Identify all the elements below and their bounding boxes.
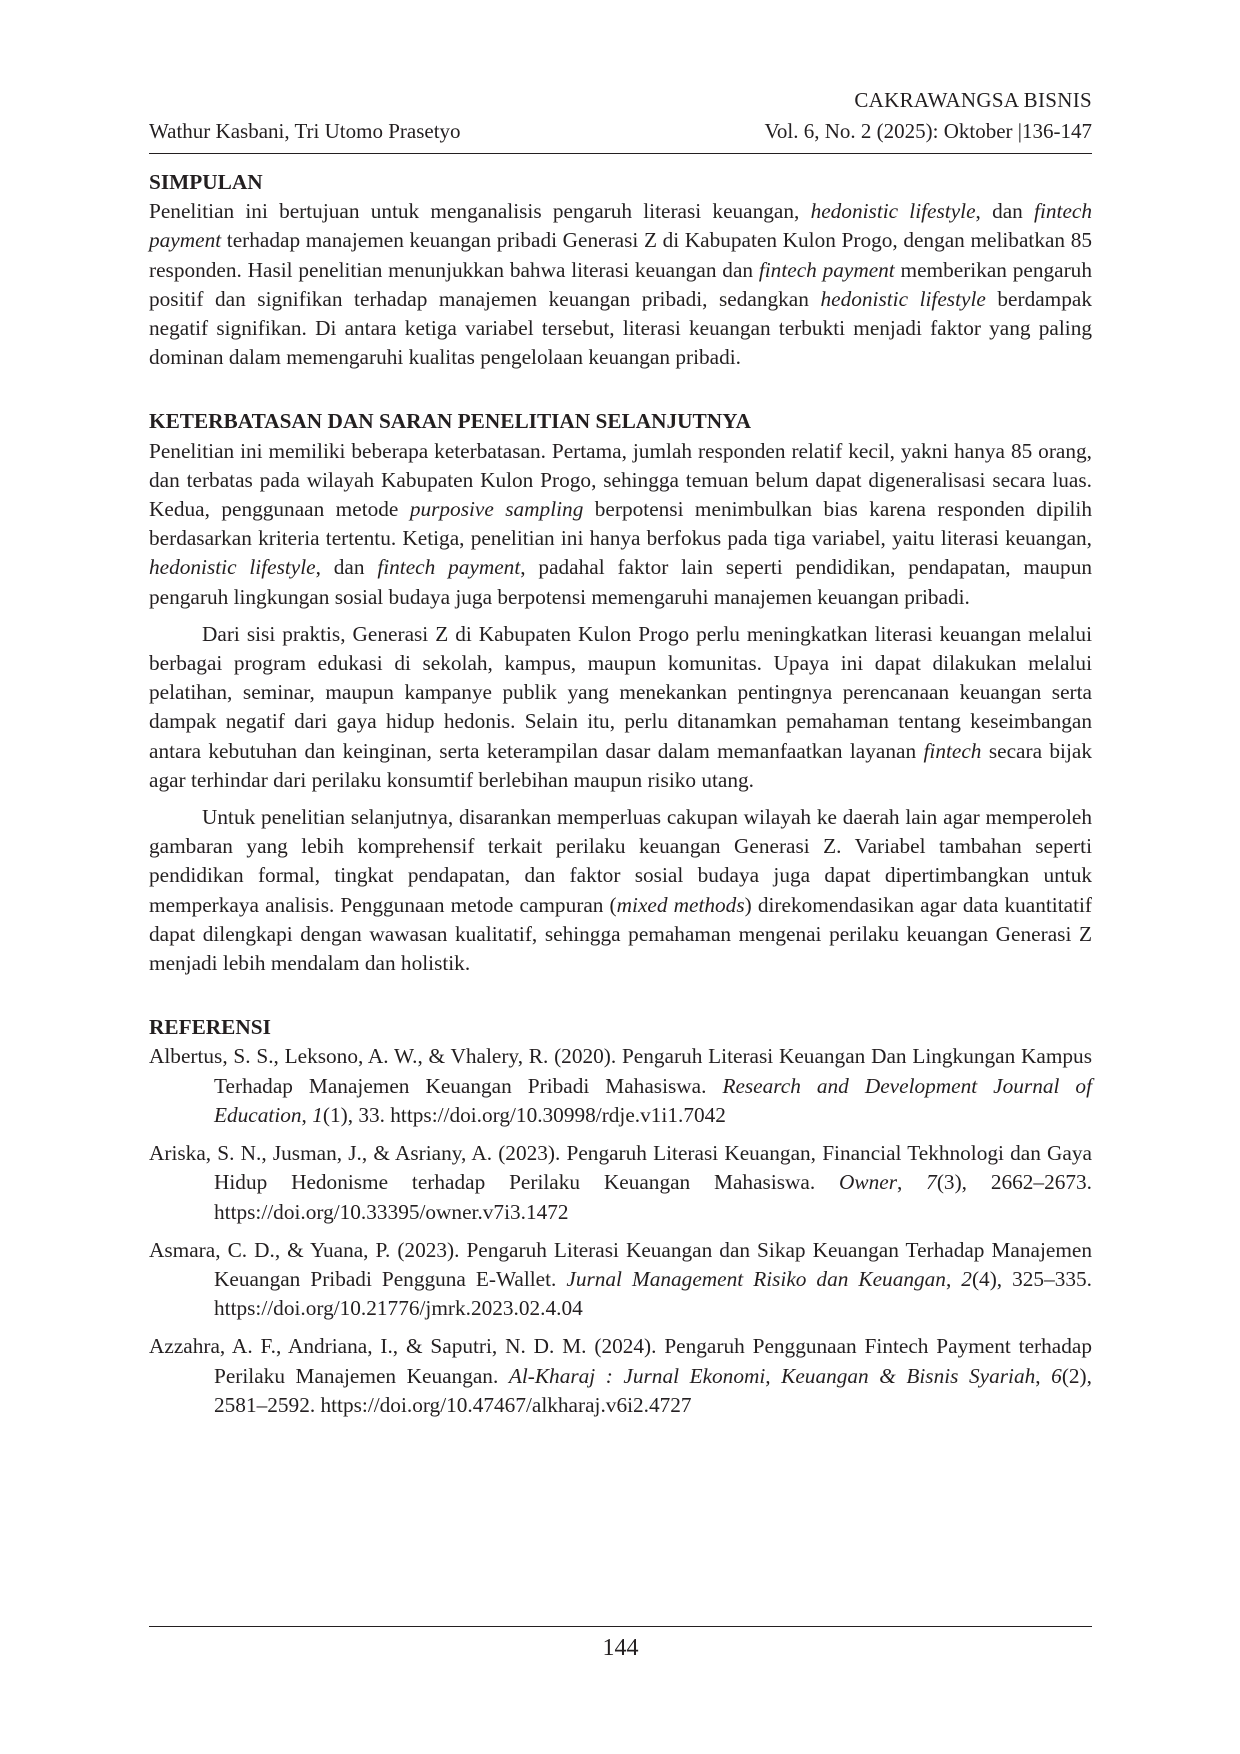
text-run: berdampak negatif signifikan. Di antara ketiga variabel tersebut, literasi keuangan terbukti menjadi faktor yang paling dominan dalam memengaruhi kualitas pengelolaan keuangan pribadi. (149, 286, 1093, 370)
ref-volume: 7 (926, 1170, 937, 1195)
italic-term: hedonistic lifestyle (149, 555, 316, 580)
italic-term: fintech payment (758, 257, 895, 282)
text-run: , dan (315, 555, 378, 580)
page-body (149, 168, 1092, 1429)
ref-text: (3), 2662–2673. https://doi.org/10.33395/owner.v7i3.1472 (214, 1170, 1092, 1224)
ref-text: Ariska, S. N., Jusman, J., & Asriany, A. (2023). Pengaruh Literasi Keuangan, Financial Tekhnologi dan Gaya Hidup Hedonisme terhadap Perilaku Keuangan Mahasiswa. (149, 1141, 1092, 1195)
ref-journal: Research and Development Journal of Education (214, 1073, 1092, 1127)
ref-sep: , (945, 1266, 962, 1291)
text-run: Penelitian ini memiliki beberapa keterbatasan. Pertama, jumlah responden relatif kecil, yakni hanya 85 orang, dan terbatas pada wilayah Kabupaten Kulon Progo, sehingga temuan belum dapat digeneralisasi secara luas. Kedua, penggunaan metode (149, 438, 1092, 522)
text-run: , padahal faktor lain seperti pendidikan, pendapatan, maupun pengaruh lingkungan sosial budaya juga berpotensi memengaruhi manajemen keuangan pribadi. (149, 555, 1092, 609)
italic-term: fintech payment (149, 199, 1092, 253)
reference-entry (149, 1139, 1092, 1227)
paragraph-keterbatasan-3 (149, 803, 1092, 978)
paragraph-simpulan (149, 197, 1092, 372)
header-rule (149, 153, 1092, 154)
ref-text: (4), 325–335. https://doi.org/10.21776/jmrk.2023.02.4.04 (214, 1266, 1092, 1321)
italic-term: fintech payment (377, 555, 521, 580)
ref-journal: Al-Kharaj : Jurnal Ekonomi, Keuangan & Bisnis Syariah (508, 1363, 1036, 1388)
volume-info: Vol. 6, No. 2 (2025): Oktober |136-147 (764, 119, 1092, 143)
section-heading-keterbatasan: KETERBATASAN DAN SARAN PENELITIAN SELANJUTNYA (149, 409, 751, 434)
ref-volume: 6 (1051, 1363, 1062, 1388)
text-run: memberikan pengaruh positif dan signifikan terhadap manajemen keuangan pribadi, sedangkan (149, 257, 1092, 311)
text-run: Dari sisi praktis, Generasi Z di Kabupaten Kulon Progo perlu meningkatkan literasi keuangan melalui berbagai program edukasi di sekolah, kampus, maupun komunitas. Upaya ini dapat dilakukan melalui pelatihan, seminar, maupun kampanye publik yang menekankan pentingnya perencanaan keuangan serta dampak negatif dari gaya hidup hedonis. Selain itu, perlu ditanamkan pemahaman tentang keseimbangan antara kebutuhan dan keinginan, serta keterampilan dasar dalam memanfaatkan layanan (149, 621, 1092, 763)
section-heading-referensi: REFERENSI (149, 1015, 271, 1040)
ref-journal: Jurnal Management Risiko dan Keuangan (566, 1266, 946, 1291)
ref-text: Azzahra, A. F., Andriana, I., & Saputri, N. D. M. (2024). Pengaruh Penggunaan Fintech Payment terhadap Perilaku Manajemen Keuangan. (149, 1334, 1092, 1388)
text-run: Penelitian ini bertujuan untuk menganalisis pengaruh literasi keuangan, (149, 199, 811, 224)
italic-term: purposive sampling (409, 497, 584, 522)
ref-journal: Owner (839, 1170, 897, 1195)
text-run: ) direkomendasikan agar data kuantitatif dapat dilengkapi dengan wawasan kualitatif, sehingga pemahaman mengenai perilaku keuangan Generasi Z menjadi lebih mendalam dan holistik. (149, 892, 1092, 976)
italic-term: hedonistic lifestyle (820, 286, 986, 311)
italic-term: fintech (923, 738, 982, 763)
text-run: , dan (975, 199, 1035, 224)
italic-term: hedonistic lifestyle (810, 199, 976, 224)
ref-volume: 1 (312, 1102, 323, 1127)
ref-volume: 2 (961, 1266, 972, 1291)
reference-entry (149, 1236, 1092, 1324)
reference-entry (149, 1042, 1092, 1130)
section-heading-simpulan: SIMPULAN (149, 170, 263, 194)
italic-term: mixed methods (616, 892, 745, 917)
reference-entry (149, 1332, 1092, 1420)
ref-sep: , (897, 1170, 927, 1195)
ref-text: Albertus, S. S., Leksono, A. W., & Vhalery, R. (2020). Pengaruh Literasi Keuangan Dan Lingkungan Kampus Terhadap Manajemen Keuangan Pribadi Mahasiswa. (149, 1044, 1092, 1098)
paragraph-keterbatasan-1 (149, 437, 1092, 612)
text-run: berpotensi menimbulkan bias karena responden dipilih berdasarkan kriteria tertentu. Ketiga, penelitian ini hanya berfokus pada tiga variabel, yaitu literasi keuangan, (149, 497, 1092, 551)
footer-rule (149, 1626, 1092, 1627)
paragraph-keterbatasan-2 (149, 620, 1092, 795)
page-number: 144 (602, 1635, 639, 1661)
journal-name: CAKRAWANGSA BISNIS (854, 88, 1092, 112)
ref-text: Asmara, C. D., & Yuana, P. (2023). Pengaruh Literasi Keuangan dan Sikap Keuangan Terhadap Manajemen Keuangan Pribadi Pengguna E-Wallet. (149, 1237, 1092, 1291)
ref-sep: , (1035, 1363, 1052, 1388)
text-run: Untuk penelitian selanjutnya, disarankan memperluas cakupan wilayah ke daerah lain agar memperoleh gambaran yang lebih komprehensif terkait perilaku keuangan Generasi Z. Variabel tambahan seperti pendidikan formal, tingkat pendapatan, dan faktor sosial budaya juga dapat dipertimbangkan untuk memperkaya analisis. Penggunaan metode campuran ( (149, 805, 1092, 917)
text-run: secara bijak agar terhindar dari perilaku konsumtif berlebihan maupun risiko utang. (149, 738, 1092, 792)
ref-text: (1), 33. https://doi.org/10.30998/rdje.v1i1.7042 (322, 1102, 726, 1127)
text-run: terhadap manajemen keuangan pribadi Generasi Z di Kabupaten Kulon Progo, dengan melibatkan 85 responden. Hasil penelitian menunjukkan bahwa literasi keuangan dan (149, 228, 1092, 282)
ref-text: (2), 2581–2592. https://doi.org/10.47467/alkharaj.v6i2.4727 (214, 1363, 1092, 1417)
ref-sep: , (301, 1102, 313, 1127)
running-authors: Wathur Kasbani, Tri Utomo Prasetyo (149, 119, 461, 143)
